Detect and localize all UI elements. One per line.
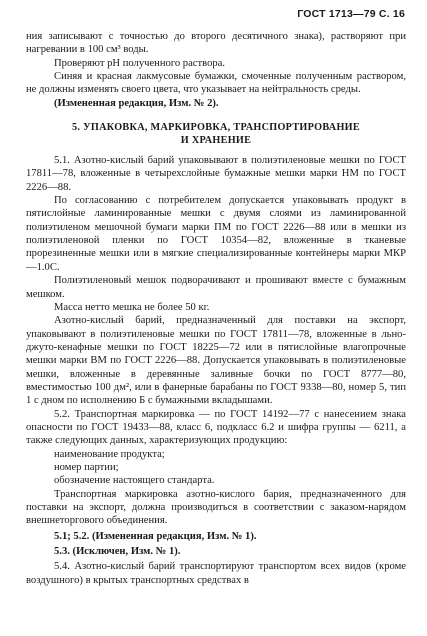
paragraph-agreement: По согласованию с потребителем допускается упаковывать продукт в пятислойные ламинированные мешки с двумя слоями из ламинированной полиэтиленом мешочной бумаги марки ПМ по ГОСТ 2226—88 или в мешки из полиэтиленовой пленки по ГОСТ 10354—82, вложенные в тканевые прорезиненные мешки или в мягкие специализированные контейнеры марки МКР—1.0С. bbox=[26, 195, 406, 273]
paragraph-2: Проверяют pH полученного раствора. bbox=[54, 57, 226, 69]
document-body bbox=[26, 30, 406, 587]
list-item-standard-designation: обозначение настоящего стандарта. bbox=[54, 475, 215, 487]
list-item-product-name: наименование продукта; bbox=[54, 448, 165, 460]
list-item-batch-number: номер партии; bbox=[54, 461, 119, 473]
paragraph-5-3: 5.3. (Исключен, Изм. № 1). bbox=[54, 546, 181, 558]
section-5-title: 5. УПАКОВКА, МАРКИРОВКА, ТРАНСПОРТИРОВАНИЕ И ХРАНЕНИЕ bbox=[72, 122, 360, 147]
amendment-note-1: (Измененная редакция, Изм. № 2). bbox=[54, 97, 219, 109]
paragraph-export-marking: Транспортная маркировка азотно-кислого бария, предназначенного для поставки на экспорт, должна производиться в соответствии с заказом-нарядом внешнеторгового объединения. bbox=[26, 488, 406, 527]
paragraph-bag-folding: Полиэтиленовый мешок подворачивают и прошивают вместе с бумажным мешком. bbox=[26, 275, 406, 300]
page-header: ГОСТ 1713—79 С. 16 bbox=[297, 8, 405, 20]
paragraph-5-2: 5.2. Транспортная маркировка — по ГОСТ 14192—77 с нанесением знака опасности по ГОСТ 19433—88, класс 6, подкласс 6.2 и шифра группы — 6211, а также следующих данных, характеризующих продукцию: bbox=[26, 408, 406, 447]
paragraph-5-1: 5.1. Азотно-кислый барий упаковывают в полиэтиленовые мешки по ГОСТ 17811—78, вложенные в четырехслойные бумажные мешки марки НМ по ГОСТ 2226—88. bbox=[26, 155, 406, 193]
paragraph-1: ния записывают с точностью до второго десятичного знака), растворяют при нагревании в 100 см³ воды. bbox=[26, 31, 406, 56]
paragraph-export-packing: Азотно-кислый барий, предназначенный для поставки на экспорт, упаковывают в полиэтиленовые мешки по ГОСТ 17811—78, вложенные в льно-джуто-кенафные мешки по ГОСТ 18225—72 или в пятислойные влагопрочные мешки марки ВМ по ГОСТ 2226—88. Допускается упаковывать в полиэтиленовые мешки, вложенные в деревянные заливные бочки по ГОСТ 8777—80, вместимостью 100 дм², или в фанерные барабаны по ГОСТ 9338—80, номер 5, тип 1 с дном по исполнению Б с бумажными вкладышами. bbox=[26, 315, 406, 407]
paragraph-3: Синяя и красная лакмусовые бумажки, смоченные полученным раствором, не должны изменять своего цвета, что указывает на нейтральность среды. bbox=[26, 71, 406, 96]
paragraph-net-mass: Масса нетто мешка не более 50 кг. bbox=[54, 301, 210, 313]
paragraph-5-4: 5.4. Азотно-кислый барий транспортируют транспортом всех видов (кроме воздушного) в крытых транспортных средствах в bbox=[26, 561, 406, 586]
amendment-note-2: 5.1; 5.2. (Измененная редакция, Изм. № 1). bbox=[54, 530, 257, 542]
